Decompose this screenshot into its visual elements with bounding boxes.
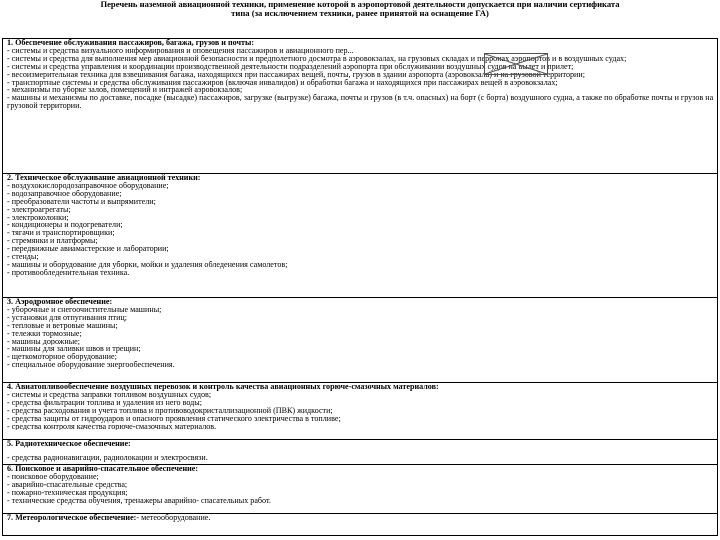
list-item: - аварийно-спасательные средства; — [7, 480, 128, 489]
equipment-table — [2, 38, 718, 536]
list-item: - средства радионавигации, радиолокации и электросвязи. — [7, 453, 208, 462]
section-heading: 5. Радиотехническое обеспечение: — [7, 440, 131, 448]
section-aircraft-maintenance — [3, 173, 717, 297]
list-item: - системы и средства для выполнения мер авиационной безопасности и предполетного досмотра в аэровокзалах, на грузовых складах и перронах аэропортов и в воздушных судах; — [7, 53, 627, 63]
list-item: - машины для заливки швов и трещин; — [7, 345, 141, 354]
section-heading: 1. Обеспечение обслуживания пассажиров, багажа, грузов и почты: — [7, 39, 255, 47]
section-heading: 7. Метеорологическое обеспечение: — [7, 514, 137, 522]
list-item: - электроагрегаты; — [7, 205, 71, 214]
list-item: - противообледенительная техника. — [7, 268, 130, 277]
section-heading: 4. Авиатопливообеспечение воздушных перевозок и контроль качества авиационных горюче-смазочных материалов: — [7, 383, 439, 391]
list-item: - стенды; — [7, 253, 39, 261]
crossed-box-mark — [484, 53, 548, 75]
list-item: - средства контроля качества горюче-смазочных материалов. — [7, 422, 217, 431]
list-item: - средства расходования и учета топлива и противоводокристаллизационной (ПВК) жидкости; — [7, 406, 333, 415]
list-item: - пожарно-техническая продукция; — [7, 488, 128, 497]
list-item: - тепловые и ветровые машины; — [7, 321, 118, 330]
list-item: - системы и средства визуального информирования и оповещения пассажиров и авиационного пер... — [7, 46, 354, 55]
section-meteorology-line — [7, 514, 716, 522]
list-item: - воздухокислородозаправочное оборудование; — [7, 181, 169, 190]
list-item: - специальное оборудование энергообеспечения. — [7, 361, 175, 370]
section-heading: 2. Техническое обслуживание авиационной техники: — [7, 174, 201, 182]
section-heading: 6. Поисковое и аварийно-спасательное обеспечение: — [7, 465, 199, 473]
section-meteorology — [3, 513, 717, 528]
list-item: - технические средства обучения, тренажеры аварийно- спасательных работ. — [7, 496, 271, 505]
list-item: - машины дорожные; — [7, 337, 80, 346]
list-item: - системы и средства заправки топливом воздушных судов; — [7, 390, 212, 399]
list-item: - электроколонки; — [7, 213, 69, 222]
list-item: - весоизмерительная техника для взвешивания багажа, находящихся при пассажирах вещей, почты, грузов в здании аэропорта (аэровокзала) и на грузовой территории; — [7, 69, 585, 79]
section-passenger-service — [3, 39, 717, 173]
list-item: - передвижные авиамастерские и лаборатории; — [7, 245, 169, 254]
list-item: - машины и оборудование для уборки, мойки и удаления обледенения самолетов; — [7, 260, 288, 269]
list-item: - средства защиты от гидроударов и опасного проявления статического электричества в топливе; — [7, 414, 341, 423]
title-line-1: Перечень наземной авиационной техники, применение которой в аэропортовой деятельности допускается при наличии сертификата — [100, 0, 620, 9]
list-item: - средства фильтрации топлива и удаления из него воды; — [7, 398, 202, 407]
section-search-rescue — [3, 464, 717, 513]
cross-lines-icon — [485, 54, 547, 74]
list-item: - стремянки и платформы; — [7, 237, 98, 246]
section-fuel-supply — [3, 382, 717, 439]
list-item: - метеооборудование. — [136, 514, 211, 522]
list-item: - транспортные системы и средства обслуживания пассажиров (включая инвалидов) и обработки багажа и находящихся при пассажирах вещей в аэровокзалах; — [7, 77, 558, 87]
list-item: - машины и механизмы по доставке, посадке (высадке) пассажиров, загрузке (выгрузке) багажа, почты и грузов (в т.ч. опасных) на борт (с борта) воздушного судна, а также по обработке почты и грузов на грузовой территории. — [7, 93, 714, 111]
list-item: - уборочные и снегоочистительные машины; — [7, 305, 162, 314]
section-radio-support — [3, 439, 717, 464]
document-title — [0, 0, 720, 18]
list-item: - щеткомоторное оборудование; — [7, 353, 117, 362]
list-item: - поисковое оборудование; — [7, 472, 99, 481]
list-item: - кондиционеры и подогреватели; — [7, 221, 123, 230]
list-item: - установки для отпугивания птиц; — [7, 313, 127, 322]
list-item: - тележки тормозные; — [7, 329, 82, 338]
list-item: - водозаправочное оборудование; — [7, 189, 122, 198]
title-line-2: типа (за исключением техники, ранее принятой на оснащение ГА) — [231, 8, 489, 18]
list-item: - преобразователи частоты и выпрямители; — [7, 197, 156, 206]
section-heading: 3. Аэродромное обеспечение: — [7, 298, 113, 306]
list-item: - механизмы по уборке залов, помещений и интражей аэровокзалов; — [7, 86, 243, 95]
list-item: - тягачи и транспортировщики; — [7, 229, 115, 238]
list-item: - системы и средства управления и координации производственной деятельности подразделений аэропорта при обслуживании воздушных судов на вылет и прилет; — [7, 61, 574, 71]
section-airfield-support — [3, 297, 717, 382]
